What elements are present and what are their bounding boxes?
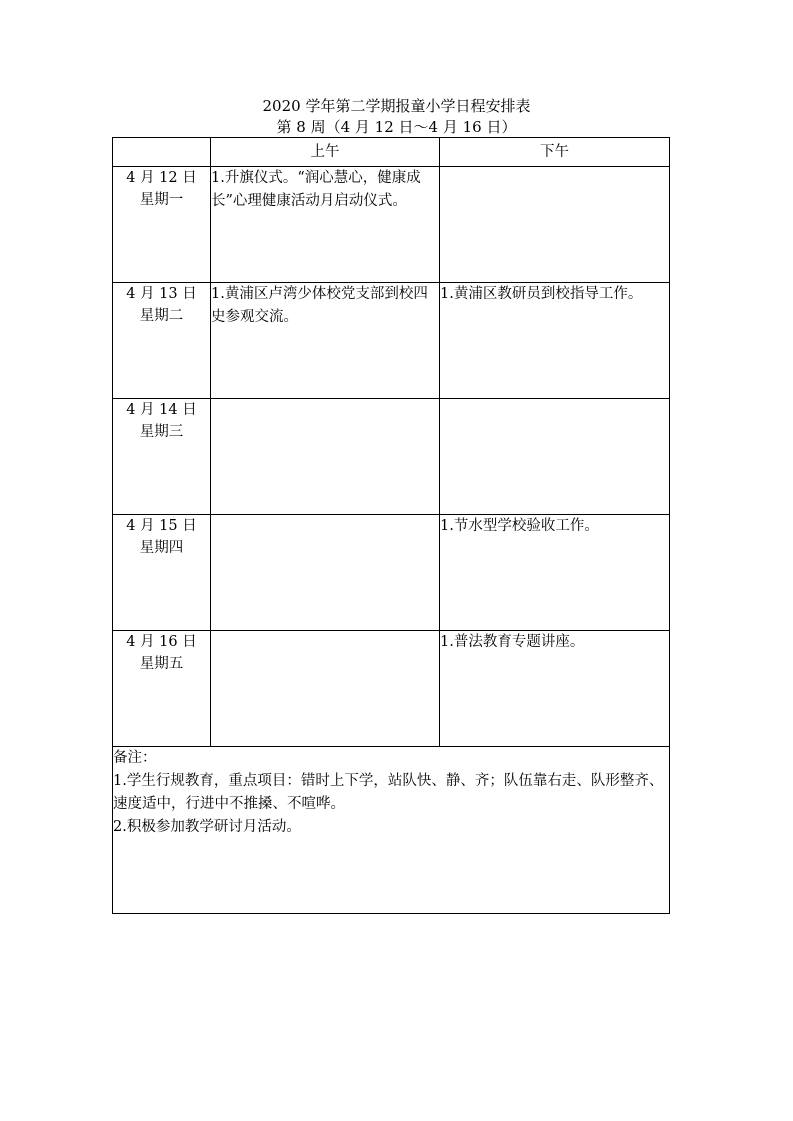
notes-row xyxy=(113,747,670,914)
day-cell xyxy=(113,515,211,631)
morning-cell xyxy=(211,631,440,747)
day-weekday: 星期三 xyxy=(139,424,184,440)
header-blank xyxy=(113,138,211,167)
afternoon-cell: 1.节水型学校验收工作。 xyxy=(440,515,670,631)
afternoon-cell xyxy=(440,167,670,283)
day-weekday: 星期五 xyxy=(139,656,184,672)
morning-cell: 1.升旗仪式。“润心慧心，健康成长”心理健康活动月启动仪式。 xyxy=(211,167,440,283)
day-date: 4 月 12 日 xyxy=(126,170,197,186)
morning-cell xyxy=(211,399,440,515)
table-row xyxy=(113,399,670,515)
table-row xyxy=(113,167,670,283)
table-header-row xyxy=(113,138,670,167)
morning-cell: 1.黄浦区卢湾少体校党支部到校四史参观交流。 xyxy=(211,283,440,399)
table-row xyxy=(113,515,670,631)
day-cell xyxy=(113,631,211,747)
day-date: 4 月 15 日 xyxy=(126,518,197,534)
day-cell xyxy=(113,167,211,283)
day-date: 4 月 13 日 xyxy=(126,286,197,302)
day-weekday: 星期一 xyxy=(139,192,184,208)
day-weekday: 星期二 xyxy=(139,308,184,324)
notes-label: 备注： xyxy=(113,750,157,766)
document-title: 2020 学年第二学期报童小学日程安排表 xyxy=(262,97,531,115)
day-date: 4 月 14 日 xyxy=(126,402,197,418)
afternoon-cell: 1.普法教育专题讲座。 xyxy=(440,631,670,747)
schedule-table xyxy=(112,137,670,914)
header-afternoon: 下午 xyxy=(440,138,670,167)
day-cell xyxy=(113,399,211,515)
week-subtitle: 第 8 周（4 月 12 日～4 月 16 日） xyxy=(276,118,517,136)
notes-cell xyxy=(113,747,670,914)
day-weekday: 星期四 xyxy=(139,540,184,556)
notes-item: 2.积极参加教学研讨月活动。 xyxy=(113,819,301,835)
header-morning: 上午 xyxy=(211,138,440,167)
afternoon-cell: 1.黄浦区教研员到校指导工作。 xyxy=(440,283,670,399)
morning-cell xyxy=(211,515,440,631)
table-row xyxy=(113,283,670,399)
table-row xyxy=(113,631,670,747)
day-date: 4 月 16 日 xyxy=(126,634,197,650)
day-cell xyxy=(113,283,211,399)
notes-item: 1.学生行规教育，重点项目：错时上下学，站队快、静、齐；队伍靠右走、队形整齐、速度适中，行进中不推搡、不喧哗。 xyxy=(113,773,664,812)
afternoon-cell xyxy=(440,399,670,515)
